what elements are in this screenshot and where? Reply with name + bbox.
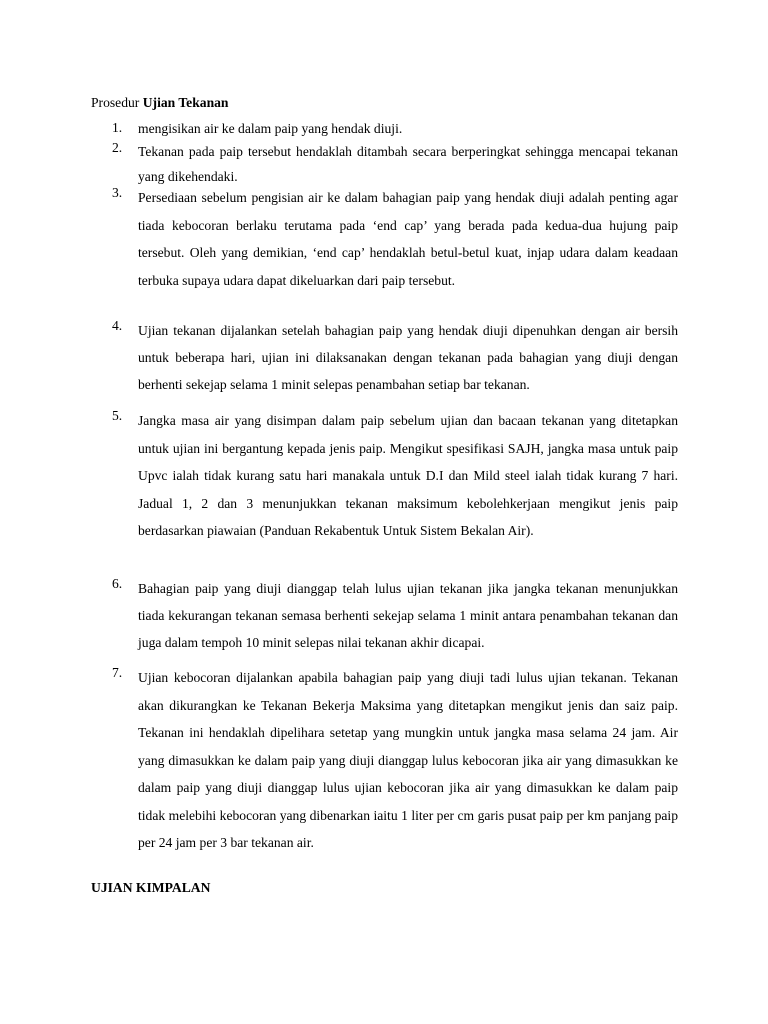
list-item: [91, 140, 678, 189]
list-item-number: 5.: [112, 408, 123, 423]
list-item-number: 6.: [112, 576, 123, 591]
heading-title: Ujian Tekanan: [142, 95, 229, 110]
list-item: [91, 120, 678, 138]
list-item-text: Ujian kebocoran dijalankan apabila bahagian paip yang diuji tadi lulus ujian tekanan. Tekanan akan dikurangkan ke Tekanan Bekerja Maksima yang ditetapkan mengikut jenis dan saiz paip. Tekanan ini hendaklah dipelihara setetap yang mungkin untuk jangka masa selama 24 jam. Air yang dimasukkan ke dalam paip yang diuji dianggap lulus kebocoran jika air yang dimasukkan ke dalam paip yang diuji dianggap lulus ujian kebocoran jika air yang dimasukkan ke dalam paip tidak melebihi kebocoran yang dibenarkan iaitu 1 liter per cm garis pusat paip per km panjang paip per 24 jam per 3 bar tekanan air.: [138, 670, 678, 850]
list-item-text: Bahagian paip yang diuji dianggap telah lulus ujian tekanan jika jangka tekanan menunjukkan tiada kekurangan tekanan semasa berhenti sekejap selama 1 minit antara penambahan tekanan dan juga dalam tempoh 10 minit selepas nilai tekanan akhir dicapai.: [138, 581, 678, 650]
list-item: [91, 184, 678, 294]
list-item-text: Jangka masa air yang disimpan dalam paip sebelum ujian dan bacaan tekanan yang ditetapkan untuk ujian ini bergantung kepada jenis paip. Mengikut spesifikasi SAJH, jangka masa untuk paip Upvc ialah tidak kurang satu hari manakala untuk D.I dan Mild steel ialah tidak kurang 7 hari. Jadual 1, 2 dan 3 menunjukkan tekanan maksimum kebolehkerjaan mengikut jenis paip berdasarkan piawaian (Panduan Rekabentuk Untuk Sistem Bekalan Air).: [138, 413, 678, 538]
heading-prefix: Prosedur: [91, 95, 143, 110]
section-title: UJIAN KIMPALAN: [91, 880, 211, 895]
list-item: [91, 317, 678, 398]
list-item-number: 1.: [112, 120, 123, 135]
list-item-number: 7.: [112, 665, 123, 680]
list-item-number: 2.: [112, 140, 123, 155]
list-item: [91, 407, 678, 545]
list-item-text: Ujian tekanan dijalankan setelah bahagian paip yang hendak diuji dipenuhkan dengan air bersih untuk beberapa hari, ujian ini dilaksanakan dengan tekanan pada bahagian yang diuji dengan berhenti sekejap selama 1 minit selepas penambahan setiap bar tekanan.: [138, 323, 678, 392]
procedure-heading: [91, 94, 229, 111]
list-item-number: 4.: [112, 318, 123, 333]
list-item-text: Persediaan sebelum pengisian air ke dalam bahagian paip yang hendak diuji adalah penting agar tiada kebocoran berlaku terutama pada ‘end cap’ yang berada pada kedua-dua hujung paip tersebut. Oleh yang demikian, ‘end cap’ hendaklah betul-betul kuat, injap udara dalam keadaan terbuka supaya udara dapat dikeluarkan dari paip tersebut.: [138, 190, 678, 288]
list-item: [91, 664, 678, 857]
list-item-text: mengisikan air ke dalam paip yang hendak diuji.: [138, 121, 403, 136]
list-item: [91, 575, 678, 656]
list-item-number: 3.: [112, 185, 123, 200]
list-item-text: Tekanan pada paip tersebut hendaklah ditambah secara berperingkat sehingga mencapai tekanan yang dikehendaki.: [138, 144, 678, 184]
